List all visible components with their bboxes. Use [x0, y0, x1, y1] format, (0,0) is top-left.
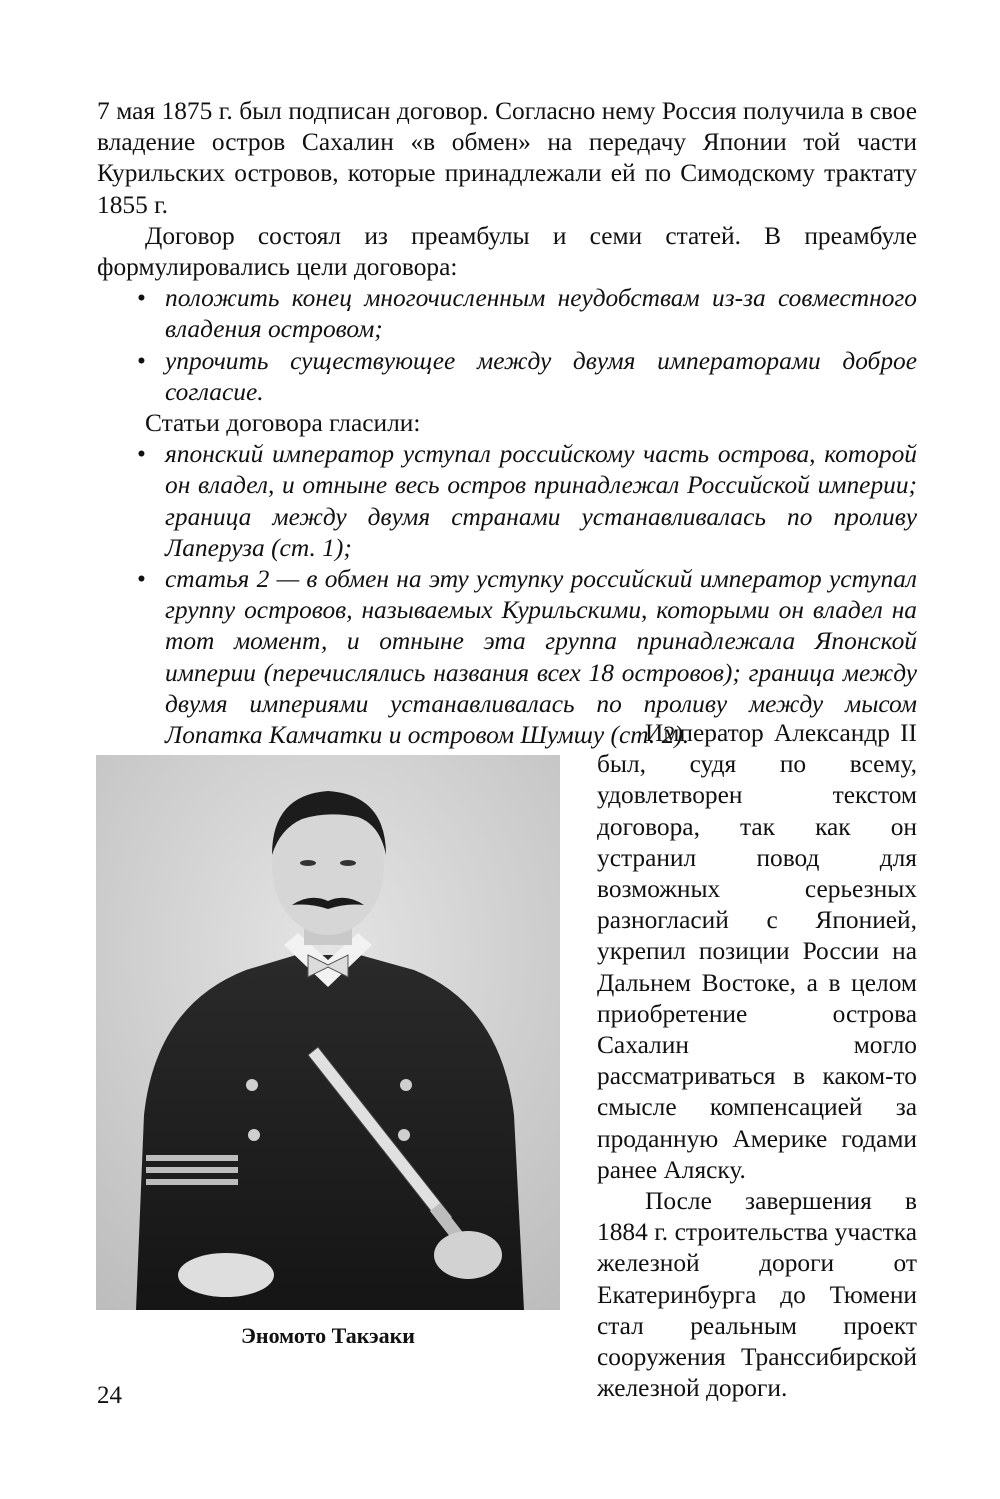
paragraph-transsib: После завершения в 1884 г. строительства участка железной дороги от Екатеринбурга до Тюмени стал реальным проект сооружения Транссибирской железной дороги.: [597, 1187, 917, 1403]
preamble-goals-list: [97, 283, 917, 408]
paragraph-alexander: Император Александр II был, судя по всему, удовлетворен текстом договора, так как он устранил повод для возможных серьезных разногласий с Японией, укрепил позиции России на Дальнем Востоке, а в целом приобретение острова Сахалин могло рассматриваться в каком-то смысле компенсацией за проданную Америке годами ранее Аляску.: [597, 719, 917, 1184]
paragraph-treaty-signed: 7 мая 1875 г. был подписан договор. Согласно нему Россия получила в свое владение остров Сахалин «в обмен» на передачу Японии той части Курильских островов, которые принадлежали ей по Симодскому трактату 1855 г.: [97, 97, 917, 219]
paragraph-treaty-structure: Договор состоял из преамбулы и семи статей. В преамбуле формулировались цели договора:: [97, 221, 917, 282]
articles-list: [97, 439, 917, 751]
list-item: • японский император уступал российскому часть острова, которой он владел, и отныне весь остров принадлежал Российской империи; граница между двумя странами устанавливалась по проливу Лаперуза (ст. 1);: [97, 439, 917, 564]
portrait-photo: [96, 755, 560, 1310]
main-text: [97, 96, 917, 751]
portrait-illustration: [96, 755, 560, 1310]
page-number: 24: [97, 1382, 122, 1409]
list-item: • упрочить существующее между двумя императорами доброе согласие.: [97, 346, 917, 408]
list-item: • статья 2 — в обмен на эту уступку российский император уступал группу островов, называемых Курильскими, которыми он владел на тот момент, и отныне эта группа принадлежала Японской империи (перечислялись названия всех 18 островов); граница между двумя империями устанавливалась по проливу между мысом Лопатка Камчатки и островом Шумшу (ст. 2).: [97, 564, 917, 751]
photo-caption: Эномото Такэаки: [241, 1323, 415, 1348]
list-item: • положить конец многочисленным неудобствам из-за совместного владения островом;: [97, 283, 917, 345]
paragraph-articles-intro: Статьи договора гласили:: [145, 409, 421, 438]
side-column-text: [597, 718, 917, 1404]
